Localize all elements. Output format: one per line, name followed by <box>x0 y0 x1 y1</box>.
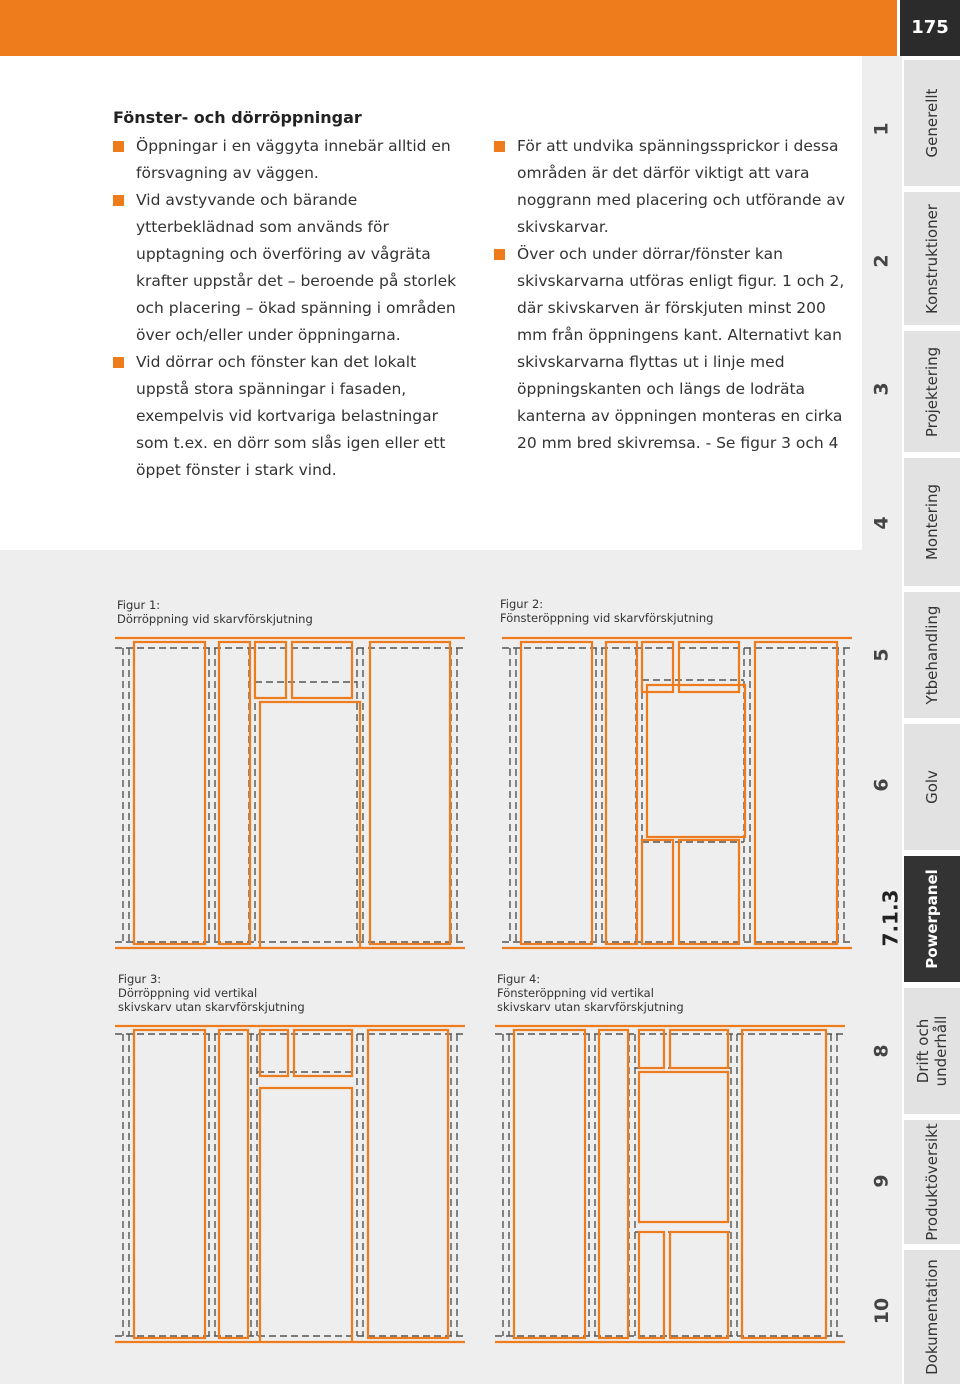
tab-label: Projektering <box>923 346 941 437</box>
section-number: 3 <box>870 382 893 396</box>
figure-4-caption: Figur 4: Fönsteröppning vid vertikal skivskarv utan skarvförskjutning <box>497 972 684 1014</box>
paragraph-text: Öppningar i en väggyta innebär alltid en försvagning av väggen. <box>136 137 451 182</box>
left-column <box>113 133 473 484</box>
bullet-square-icon <box>494 249 505 260</box>
figure-3-door-diagram <box>110 1020 470 1360</box>
tab-projektering[interactable] <box>904 331 960 452</box>
bullet-paragraph <box>113 349 473 484</box>
figure-3-caption: Figur 3: Dörröppning vid vertikal skivskarv utan skarvförskjutning <box>118 972 305 1014</box>
page-number-box <box>900 0 960 56</box>
tab-label: Generellt <box>923 88 941 158</box>
paragraph-text: Vid avstyvande och bärande ytterbeklädnad som används för upptagning och överföring av vågräta krafter uppstår det – beroende på storlek och placering – ökad spänning i områden över och/eller under öppningarna. <box>136 191 457 344</box>
tab-label: Konstruktioner <box>923 203 941 314</box>
bullet-paragraph <box>113 187 473 349</box>
figure-4-window-diagram <box>490 1020 850 1360</box>
section-number: 2 <box>870 254 893 268</box>
tab-dokumentation[interactable] <box>904 1250 960 1384</box>
section-number: 8 <box>870 1044 893 1058</box>
tab-powerpanel[interactable] <box>904 856 960 982</box>
bullet-square-icon <box>113 357 124 368</box>
section-number: 5 <box>870 648 893 662</box>
tab-ytbehandling[interactable] <box>904 592 960 718</box>
figure-2-window-diagram <box>497 630 857 960</box>
tab-label: Powerpanel <box>923 869 941 969</box>
section-number: 1 <box>870 122 893 136</box>
tab-label: Ytbehandling <box>923 605 941 705</box>
paragraph-text: Över och under dörrar/fönster kan skivskarvarna utföras enligt figur. 1 och 2, där skivskarven är förskjuten minst 200 mm från öppningens kant. Alternativt kan skivskarvarna flyttas ut i linje med öppningskanten och längs de lodräta kanterna av öppningen monteras en cirka 20 mm bred skivremsa. - Se figur 3 och 4 <box>517 245 845 452</box>
top-accent-bar <box>0 0 897 56</box>
tab-konstruktioner[interactable] <box>904 192 960 325</box>
tab-label: Produktöversikt <box>923 1123 941 1241</box>
section-number: 7.1.3 <box>878 889 903 947</box>
tab-label: Montering <box>923 483 941 561</box>
figure-2-caption: Figur 2: Fönsteröppning vid skarvförskjutning <box>500 597 714 625</box>
paragraph-text: För att undvika spänningssprickor i dessa områden är det därför viktigt att vara noggrann med placering och utförande av skivskarvar. <box>517 137 846 236</box>
tab-montering[interactable] <box>904 458 960 586</box>
section-heading: Fönster- och dörröppningar <box>113 108 362 127</box>
tab-golv[interactable] <box>904 724 960 850</box>
paragraph-text: Vid dörrar och fönster kan det lokalt uppstå stora spänningar i fasaden, exempelvis vid kortvariga belastningar som t.ex. en dörr som slås igen eller ett öppet fönster i stark vind. <box>136 353 446 479</box>
figure-1-door-diagram <box>110 630 470 960</box>
page-number: 175 <box>911 17 949 38</box>
section-number: 10 <box>870 1297 893 1325</box>
right-column <box>494 133 854 457</box>
bullet-paragraph <box>113 133 473 187</box>
section-number: 6 <box>870 778 893 792</box>
tab-label: Golv <box>923 770 941 804</box>
bullet-square-icon <box>494 141 505 152</box>
section-number: 9 <box>870 1174 893 1188</box>
figure-1-caption: Figur 1: Dörröppning vid skarvförskjutning <box>117 598 313 626</box>
section-number: 4 <box>870 516 893 530</box>
bullet-paragraph <box>494 133 854 241</box>
tab-label: Dokumentation <box>923 1259 941 1375</box>
bullet-square-icon <box>113 195 124 206</box>
tab-label: Drift och underhåll <box>914 1015 950 1087</box>
bullet-square-icon <box>113 141 124 152</box>
tab-drift-och-underhall[interactable] <box>904 988 960 1114</box>
bullet-paragraph <box>494 241 854 457</box>
tab-produktoversikt[interactable] <box>904 1120 960 1244</box>
tab-generellt[interactable] <box>904 60 960 186</box>
